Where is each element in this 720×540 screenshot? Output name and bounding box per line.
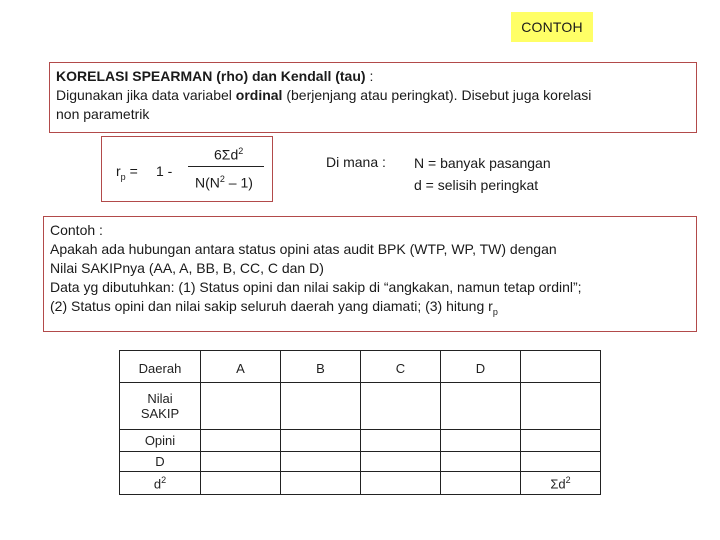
table-cell[interactable] (441, 383, 521, 430)
row-label-nilai-sakip (120, 383, 201, 430)
numerator-text: 6Σd (214, 146, 239, 163)
where-n-definition: N = banyak pasangan (414, 155, 551, 171)
row-label-d-squared (120, 472, 201, 495)
table-cell[interactable] (361, 472, 441, 495)
sum-d-squared-text: Σd (550, 476, 566, 492)
header-daerah-text: Daerah (138, 361, 182, 376)
example-box (43, 216, 697, 332)
example-line-4: Data yg dibutuhkan: (1) Status opini dan nilai sakip di “angkakan, namun tetap ordinl”; (50, 279, 582, 295)
table-cell[interactable] (201, 452, 281, 472)
header-b-text: B (316, 361, 325, 376)
example-line-5-text: (2) Status opini dan nilai sakip seluruh daerah yang diamati; (3) hitung r (50, 298, 493, 314)
table-row-opini (120, 430, 601, 452)
table-cell[interactable] (361, 452, 441, 472)
denominator-a: N(N (195, 174, 220, 191)
table-cell[interactable] (521, 383, 601, 430)
example-line-5-sub: p (492, 306, 498, 317)
header-c (361, 351, 441, 383)
fraction-bar (188, 166, 264, 167)
formula-denominator (195, 174, 253, 191)
table-row-d-squared (120, 472, 601, 495)
table-cell[interactable] (441, 472, 521, 495)
table-row-d (120, 452, 601, 472)
row-label-opini (120, 430, 201, 452)
table-cell[interactable] (521, 452, 601, 472)
formula-r-sub: p (120, 171, 126, 182)
table-cell[interactable] (521, 430, 601, 452)
definition-line-2 (56, 86, 690, 105)
table-cell[interactable] (281, 452, 361, 472)
table-cell[interactable] (441, 452, 521, 472)
formula-lhs (116, 163, 138, 182)
definition-line-3: non parametrik (56, 106, 150, 122)
numerator-sup: 2 (238, 146, 244, 156)
definition-title: KORELASI SPEARMAN (rho) dan Kendall (tau) (56, 68, 366, 84)
header-empty (521, 351, 601, 383)
where-label: Di mana : (326, 154, 386, 170)
definition-title-suffix: : (365, 68, 374, 84)
definition-text-b: (berjenjang atau peringkat). Disebut juga korelasi (282, 87, 592, 103)
table-cell[interactable] (441, 430, 521, 452)
table-cell[interactable] (201, 430, 281, 452)
table-cell[interactable] (281, 430, 361, 452)
definition-title-line (56, 67, 690, 86)
table-row-nilai-sakip (120, 383, 601, 430)
table-cell[interactable] (281, 472, 361, 495)
table-cell[interactable] (201, 383, 281, 430)
example-line-2: Apakah ada hubungan antara status opini atas audit BPK (WTP, WP, TW) dengan (50, 241, 557, 257)
table-cell[interactable] (201, 472, 281, 495)
table-cell[interactable] (361, 383, 441, 430)
data-table (119, 350, 601, 495)
header-a-text: A (236, 361, 245, 376)
header-c-text: C (395, 361, 406, 376)
formula-numerator (214, 146, 243, 163)
header-d (441, 351, 521, 383)
contoh-badge (511, 12, 593, 42)
formula-r: r (116, 163, 121, 179)
denominator-sup: 2 (219, 174, 225, 184)
row-label-nilai-sakip-text: Nilai SAKIP (140, 391, 180, 421)
table-cell[interactable] (361, 430, 441, 452)
row-label-opini-text: Opini (144, 433, 176, 448)
header-d-text: D (475, 361, 486, 376)
header-daerah (120, 351, 201, 383)
row-label-d-text: D (155, 454, 165, 469)
sum-d-squared-sup: 2 (565, 474, 571, 485)
example-line-5 (50, 297, 690, 322)
definition-box (49, 62, 697, 133)
table-header-row (120, 351, 601, 383)
denominator-b: – 1) (224, 174, 253, 191)
formula-one-minus: 1 - (156, 163, 173, 179)
row-label-d (120, 452, 201, 472)
badge-text: CONTOH (521, 19, 583, 35)
where-d-definition: d = selisih peringkat (414, 177, 539, 193)
sum-d-squared-cell[interactable] (521, 472, 601, 495)
example-line-1: Contoh : (50, 222, 103, 238)
formula-equals: = (129, 163, 138, 179)
table-cell[interactable] (281, 383, 361, 430)
definition-text-a: Digunakan jika data variabel (56, 87, 236, 103)
row-label-d-squared-text: d (153, 476, 162, 492)
header-a (201, 351, 281, 383)
example-line-3: Nilai SAKIPnya (AA, A, BB, B, CC, C dan D) (50, 260, 324, 276)
row-label-d-squared-sup: 2 (161, 474, 167, 485)
definition-ordinal: ordinal (235, 87, 283, 103)
header-b (281, 351, 361, 383)
